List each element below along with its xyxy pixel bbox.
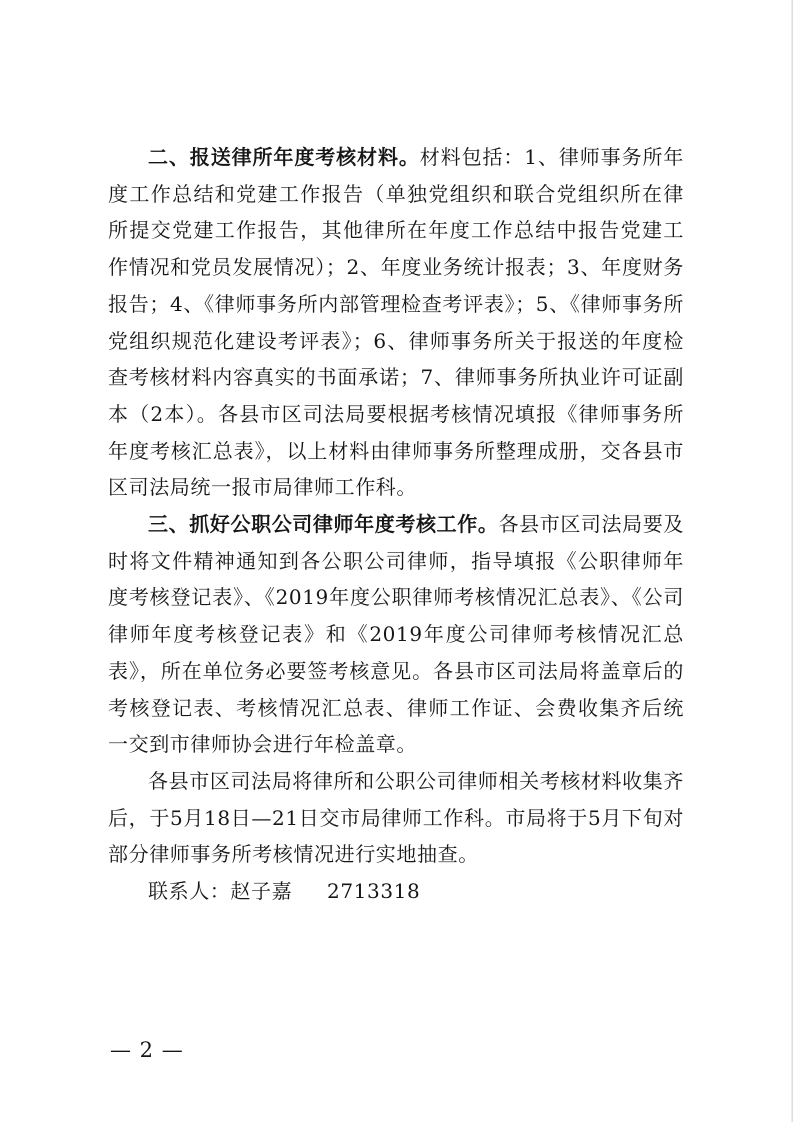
paragraph-text: 各县市区司法局将律所和公职公司律师相关考核材料收集齐后，于5月18日—21日交市局律师工作科。市局将于5月下旬对部分律师事务所考核情况进行实地抽查。: [108, 768, 684, 867]
document-body: [108, 139, 684, 910]
contact-label: 联系人：: [148, 879, 231, 904]
paragraph-lawyer-assessment: [108, 506, 684, 763]
section-heading: 三、抓好公职公司律师年度考核工作。: [148, 512, 499, 537]
contact-name: 赵子嘉: [230, 879, 293, 904]
paragraph-report-materials: [108, 139, 684, 506]
paragraph-text: 材料包括：1、律师事务所年度工作总结和党建工作报告（单独党组织和联合党组织所在律所提交党建工作报告，其他律所在年度工作总结中报告党建工作情况和党员发展情况）；2、年度业务统计报表；3、年度财务报告；4、《律师事务所内部管理检查考评表》；5、《律师事务所党组织规范化建设考评表》；6、律师事务所关于报送的年度检查考核材料内容真实的书面承诺；7、律师事务所执业许可证副本（2本）。各县市区司法局要根据考核情况填报《律师事务所年度考核汇总表》，以上材料由律师事务所整理成册，交各县市区司法局统一报市局律师工作科。: [108, 145, 684, 500]
paragraph-text: 各县市区司法局要及时将文件精神通知到各公职公司律师，指导填报《公职律师年度考核登记表》、《2019年度公职律师考核情况汇总表》、《公司律师年度考核登记表》和《2019年度公司律师考核情况汇总表》，所在单位务必要签考核意见。各县市区司法局将盖章后的考核登记表、考核情况汇总表、律师工作证、会费收集齐后统一交到市律师协会进行年检盖章。: [108, 512, 684, 757]
paragraph-submission-deadline: [108, 763, 684, 873]
contact-line: [108, 873, 684, 910]
contact-phone: 2713318: [327, 879, 421, 904]
page-number: — 2 —: [110, 1038, 184, 1062]
section-heading: 二、报送律所年度考核材料。: [148, 145, 420, 169]
